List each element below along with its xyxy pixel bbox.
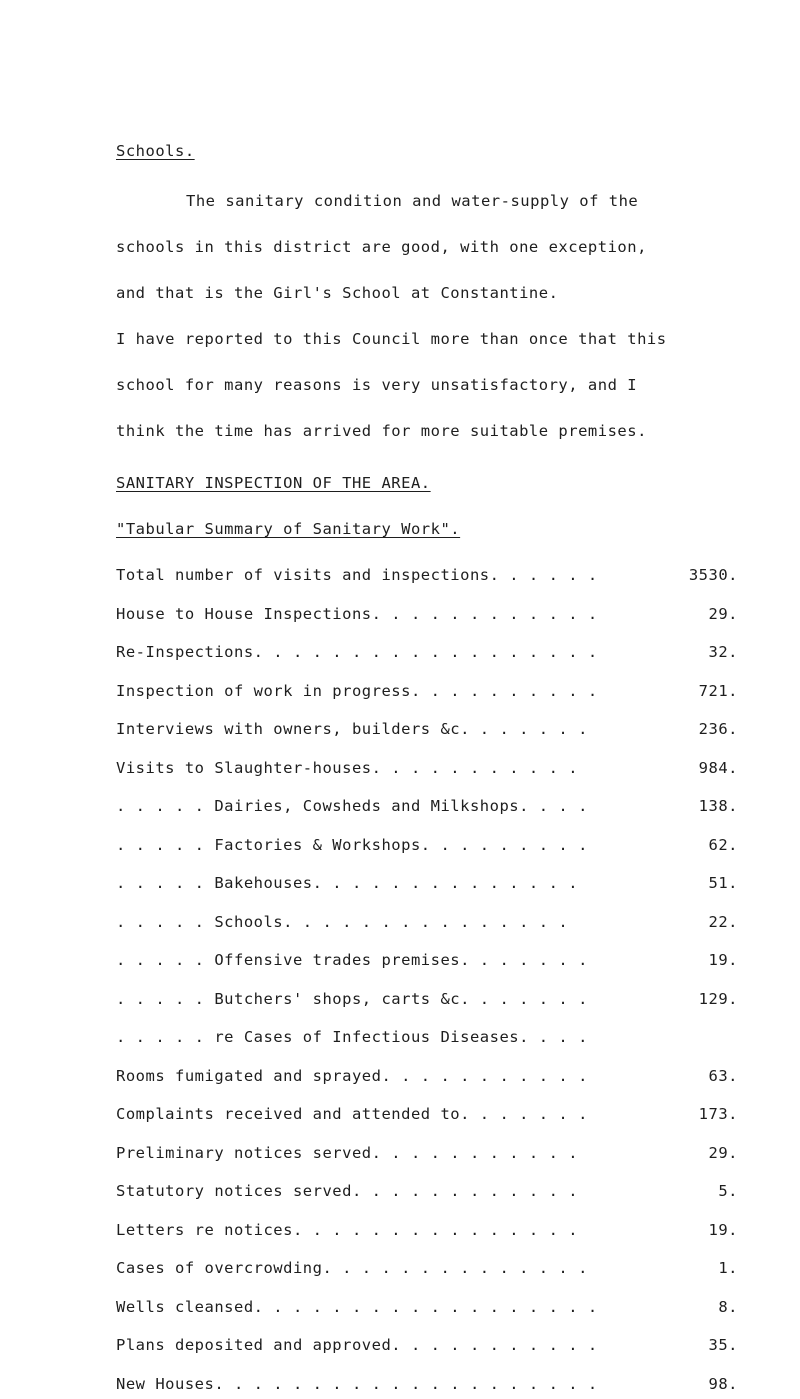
row-label: Re-Inspections. . . . . . . . . . . . . . . . . . — [116, 643, 598, 661]
row-label: Cases of overcrowding. . . . . . . . . . . . . . — [116, 1259, 588, 1277]
table-row — [0, 951, 800, 975]
table-row — [0, 682, 800, 706]
row-label: House to House Inspections. . . . . . . . . . . . — [116, 604, 598, 623]
row-value: 98. — [708, 1374, 738, 1393]
table-row — [0, 797, 800, 821]
row-value: 29. — [708, 1143, 738, 1162]
row-label: . . . . . Dairies, Cowsheds and Milkshops. . . . — [116, 797, 588, 815]
table-row — [0, 759, 800, 783]
row-label: . . . . . re Cases of Infectious Diseases. . . . — [116, 1028, 588, 1046]
row-value: 35. — [708, 1336, 738, 1354]
table-row — [0, 1105, 800, 1129]
table-row — [0, 605, 800, 629]
table-row — [0, 1182, 800, 1206]
subtitle: "Tabular Summary of Sanitary Work". — [116, 520, 461, 538]
table-row — [0, 1144, 800, 1168]
row-label: . . . . . Butchers' shops, carts &c. . . . . . . — [116, 989, 588, 1008]
row-value: 138. — [698, 797, 738, 815]
row-label: Total number of visits and inspections. . . . . . — [116, 566, 598, 584]
table-row — [0, 1221, 800, 1245]
table-row — [0, 1298, 800, 1322]
paragraph-line: I have reported to this Council more than once that this — [116, 330, 667, 348]
paragraph-line: schools in this district are good, with one exception, — [116, 238, 647, 256]
row-label: Statutory notices served. . . . . . . . . . . . — [116, 1182, 579, 1200]
row-label: . . . . . Bakehouses. . . . . . . . . . . . . . — [116, 874, 579, 892]
row-label: Letters re notices. . . . . . . . . . . . . . . — [116, 1220, 579, 1239]
row-label: Complaints received and attended to. . . . . . . — [116, 1105, 588, 1123]
table-row — [0, 836, 800, 860]
row-value: 8. — [718, 1297, 738, 1316]
table-row — [0, 1336, 800, 1360]
section-title: SANITARY INSPECTION OF THE AREA. — [116, 474, 431, 492]
row-label: Inspection of work in progress. . . . . . . . . . — [116, 681, 598, 700]
row-value: 3530. — [688, 566, 738, 584]
table-row — [0, 566, 800, 590]
heading-schools: Schools. — [116, 142, 195, 160]
row-label: Plans deposited and approved. . . . . . . . . . . — [116, 1336, 598, 1354]
row-value: 1. — [718, 1259, 738, 1277]
row-value: 19. — [708, 951, 738, 969]
paragraph-line: school for many reasons is very unsatisfactory, and I — [116, 376, 638, 394]
table-row — [0, 1028, 800, 1052]
row-value: 63. — [708, 1066, 738, 1085]
row-label: Preliminary notices served. . . . . . . . . . . — [116, 1143, 579, 1162]
row-value: 173. — [698, 1105, 738, 1123]
table-row — [0, 1259, 800, 1283]
paragraph-line: think the time has arrived for more suitable premises. — [116, 422, 647, 440]
row-label: . . . . . Schools. . . . . . . . . . . . . . . — [116, 912, 569, 931]
paragraph-line: and that is the Girl's School at Constantine. — [116, 284, 559, 302]
row-value: 22. — [708, 912, 738, 931]
row-value: 129. — [698, 989, 738, 1008]
row-value: 51. — [708, 874, 738, 892]
row-label: Rooms fumigated and sprayed. . . . . . . . . . . — [116, 1066, 588, 1085]
row-value: 721. — [698, 681, 738, 700]
table-row — [0, 720, 800, 744]
row-label: . . . . . Offensive trades premises. . . . . . . — [116, 951, 588, 969]
row-label: . . . . . Factories & Workshops. . . . . . . . . — [116, 835, 588, 854]
row-value: 32. — [708, 643, 738, 661]
row-value: 19. — [708, 1220, 738, 1239]
row-value: 29. — [708, 604, 738, 623]
table-row — [0, 874, 800, 898]
table-row — [0, 1067, 800, 1091]
row-value: 236. — [698, 720, 738, 738]
row-label: Interviews with owners, builders &c. . . . . . . — [116, 720, 588, 738]
row-value: 5. — [718, 1182, 738, 1200]
paragraph-line: The sanitary condition and water-supply of the — [186, 192, 639, 210]
table-row — [0, 1375, 800, 1399]
table-row — [0, 990, 800, 1014]
row-value: 984. — [698, 758, 738, 777]
row-label: Visits to Slaughter-houses. . . . . . . . . . . — [116, 758, 579, 777]
row-label: New Houses. . . . . . . . . . . . . . . . . . . . — [116, 1374, 598, 1393]
row-value: 62. — [708, 835, 738, 854]
row-label: Wells cleansed. . . . . . . . . . . . . . . . . . — [116, 1297, 598, 1316]
table-row — [0, 643, 800, 667]
table-row — [0, 913, 800, 937]
